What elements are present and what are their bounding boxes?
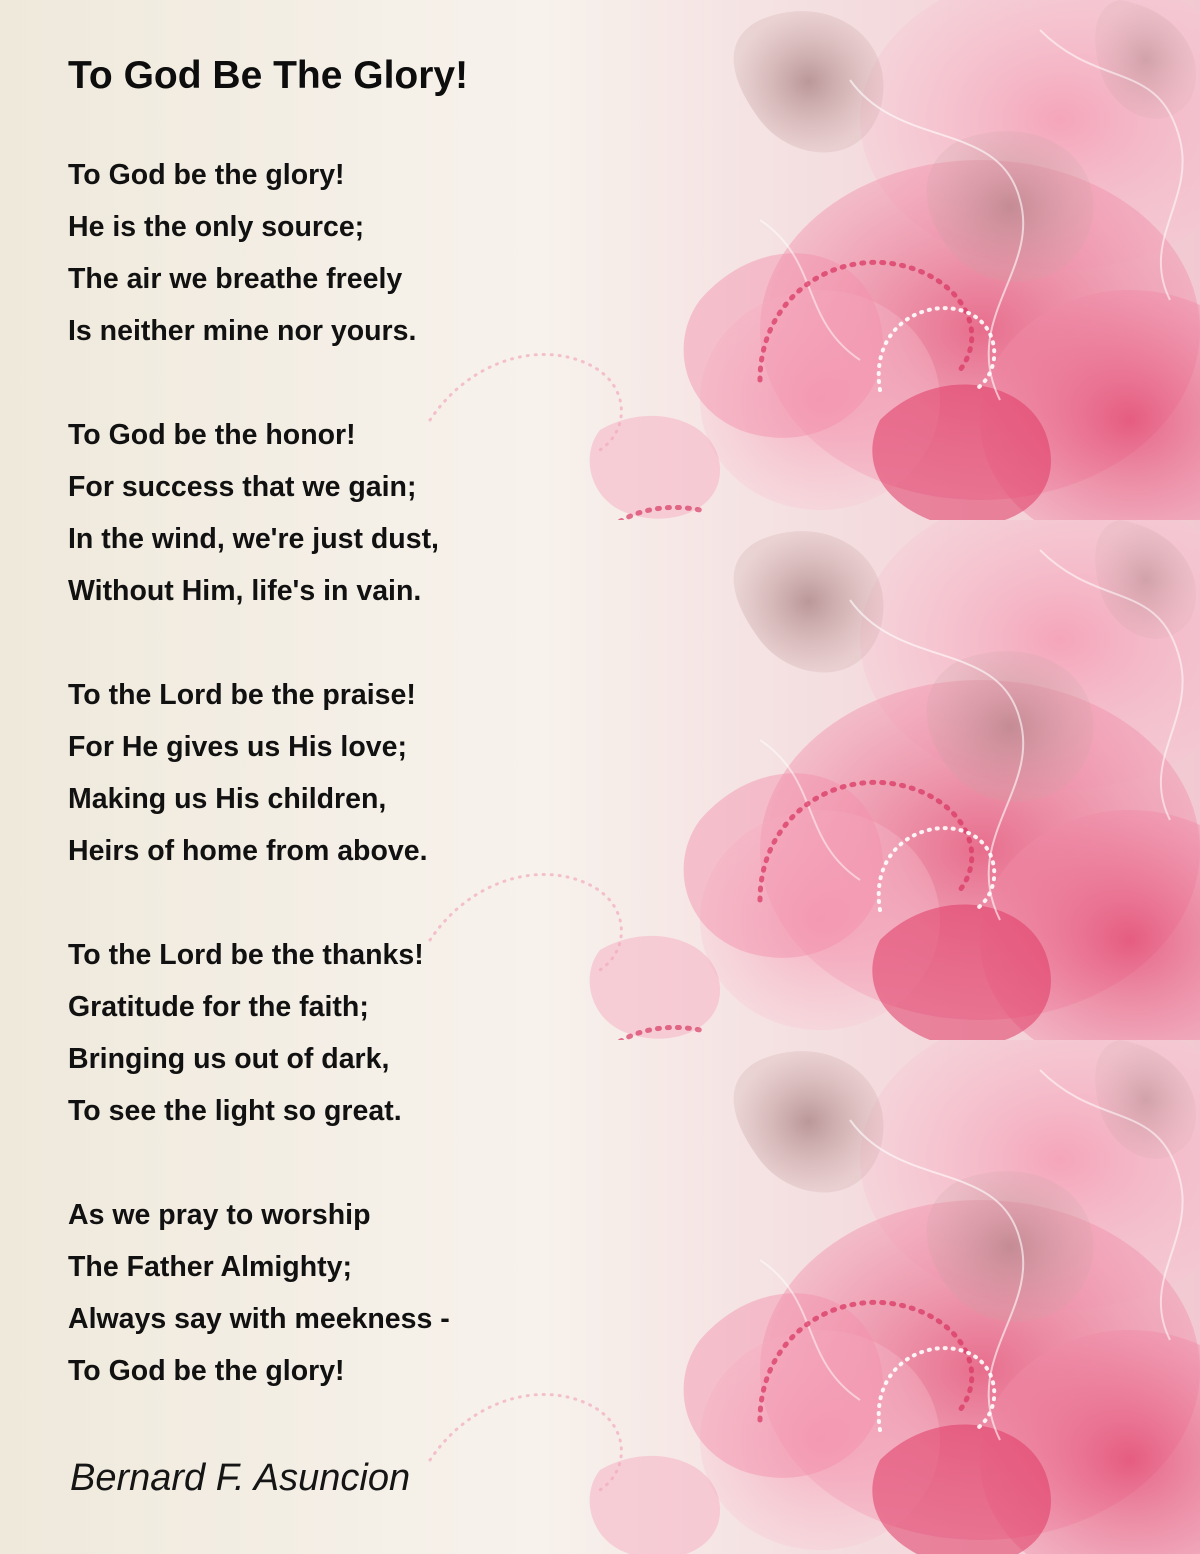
poem-line: Heirs of home from above. [68, 835, 428, 867]
poem-line: To God be the honor! [68, 419, 356, 451]
poem-line: To God be the glory! [68, 159, 345, 191]
stanza-1 [68, 149, 688, 357]
poem-line: Gratitude for the faith; [68, 991, 369, 1023]
stanza-2 [68, 409, 688, 617]
poem-author: Bernard F. Asuncion [70, 1457, 411, 1499]
poem-line: Without Him, life's in vain. [68, 575, 422, 607]
poem-line: Always say with meekness - [68, 1303, 450, 1335]
poem-line: He is the only source; [68, 211, 365, 243]
poem-line: Making us His children, [68, 783, 387, 815]
poem-line: The air we breathe freely [68, 263, 403, 295]
stanza-4 [68, 929, 688, 1137]
poem-title: To God Be The Glory! [68, 54, 469, 97]
poem-line: For success that we gain; [68, 471, 417, 503]
poem-line: For He gives us His love; [68, 731, 407, 763]
poem-line: In the wind, we're just dust, [68, 523, 439, 555]
poem-line: To see the light so great. [68, 1095, 402, 1127]
poem-line: The Father Almighty; [68, 1251, 352, 1283]
poem-line: To God be the glory! [68, 1355, 345, 1387]
poem-line: Bringing us out of dark, [68, 1043, 390, 1075]
poem-line: As we pray to worship [68, 1199, 371, 1231]
poem-line: Is neither mine nor yours. [68, 315, 417, 347]
poem-line: To the Lord be the thanks! [68, 939, 424, 971]
stanza-3 [68, 669, 688, 877]
poem-line: To the Lord be the praise! [68, 679, 416, 711]
stanza-5 [68, 1189, 688, 1397]
